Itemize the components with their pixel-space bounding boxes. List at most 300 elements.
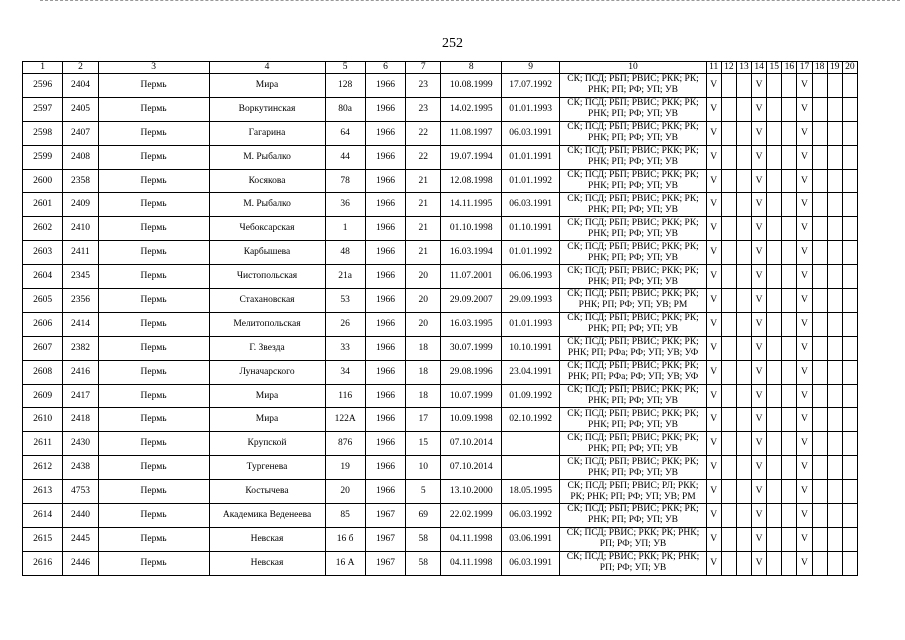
works-list-cell: СК; ПСД; РБП; РВИС; РКК; РК; РНК; РП; РФ; УП; УВ — [560, 97, 706, 121]
street-cell: Мелитопольская — [209, 312, 325, 336]
house-number-cell: 36 — [325, 193, 365, 217]
row-number-cell: 2604 — [23, 265, 63, 289]
table-row — [23, 217, 858, 241]
street-cell: Карбышева — [209, 241, 325, 265]
mark-cell-col18 — [812, 551, 827, 575]
build-year-cell: 1966 — [365, 74, 405, 98]
mark-cell-col20 — [842, 504, 857, 528]
mark-cell-col16 — [782, 265, 797, 289]
value-cell: 21 — [406, 193, 441, 217]
mark-cell-col17: V — [797, 265, 812, 289]
mark-cell-col19 — [827, 360, 842, 384]
build-year-cell: 1966 — [365, 312, 405, 336]
mark-cell-col15 — [767, 527, 782, 551]
mark-cell-col15 — [767, 336, 782, 360]
mark-cell-col17: V — [797, 289, 812, 313]
record-id-cell: 2445 — [63, 527, 98, 551]
mark-cell-col11: V — [706, 193, 721, 217]
works-list-cell: СК; ПСД; РВИС; РКК; РК; РНК; РП; РФ; УП; УВ — [560, 551, 706, 575]
value-cell: 58 — [406, 551, 441, 575]
mark-cell-col14: V — [752, 74, 767, 98]
mark-cell-col20 — [842, 408, 857, 432]
row-number-cell: 2599 — [23, 145, 63, 169]
row-number-cell: 2608 — [23, 360, 63, 384]
mark-cell-col18 — [812, 336, 827, 360]
date-cell: 01.01.1991 — [501, 145, 559, 169]
works-list-cell: СК; ПСД; РБП; РВИС; РКК; РК; РНК; РП; РФ; УП; УВ — [560, 74, 706, 98]
house-number-cell: 78 — [325, 169, 365, 193]
works-list-cell: СК; ПСД; РБП; РВИС; РКК; РК; РНК; РП; РФ; УП; УВ — [560, 408, 706, 432]
mark-cell-col20 — [842, 456, 857, 480]
mark-cell-col19 — [827, 121, 842, 145]
works-list-cell: СК; ПСД; РБП; РВИС; РКК; РК; РНК; РП; РФ; УП; УВ; РМ — [560, 289, 706, 313]
mark-cell-col14: V — [752, 480, 767, 504]
street-cell: Невская — [209, 527, 325, 551]
mark-cell-col15 — [767, 265, 782, 289]
value-cell: 18 — [406, 384, 441, 408]
record-id-cell: 2430 — [63, 432, 98, 456]
row-number-cell: 2615 — [23, 527, 63, 551]
mark-cell-col15 — [767, 121, 782, 145]
works-list-cell: СК; ПСД; РБП; РВИС; РКК; РК; РНК; РП; РФ; УП; УВ — [560, 432, 706, 456]
mark-cell-col12 — [721, 193, 736, 217]
mark-cell-col16 — [782, 408, 797, 432]
works-list-cell: СК; ПСД; РБП; РВИС; РКК; РК; РНК; РП; РФ; УП; УВ — [560, 504, 706, 528]
city-cell: Пермь — [98, 193, 209, 217]
mark-cell-col17: V — [797, 121, 812, 145]
record-id-cell: 2408 — [63, 145, 98, 169]
street-cell: Крупской — [209, 432, 325, 456]
mark-cell-col13 — [736, 217, 751, 241]
mark-cell-col12 — [721, 97, 736, 121]
works-list-cell: СК; ПСД; РБП; РВИС; РКК; РК; РНК; РП; РФ; УП; УВ — [560, 121, 706, 145]
works-list-cell: СК; ПСД; РВИС; РКК; РК; РНК; РП; РФ; УП; УВ — [560, 527, 706, 551]
mark-cell-col18 — [812, 312, 827, 336]
mark-cell-col15 — [767, 384, 782, 408]
street-cell: М. Рыбалко — [209, 193, 325, 217]
build-year-cell: 1966 — [365, 217, 405, 241]
column-header-5: 5 — [325, 62, 365, 74]
mark-cell-col18 — [812, 504, 827, 528]
table-row — [23, 169, 858, 193]
mark-cell-col11: V — [706, 456, 721, 480]
mark-cell-col17: V — [797, 169, 812, 193]
column-header-17: 17 — [797, 62, 812, 74]
mark-cell-col17: V — [797, 336, 812, 360]
mark-cell-col14: V — [752, 193, 767, 217]
works-list-cell: СК; ПСД; РБП; РВИС; РЛ; РКК; РК; РНК; РП; РФ; УП; УВ; РМ — [560, 480, 706, 504]
mark-cell-col19 — [827, 169, 842, 193]
column-header-20: 20 — [842, 62, 857, 74]
table-row — [23, 97, 858, 121]
date-cell: 03.06.1991 — [501, 527, 559, 551]
row-number-cell: 2607 — [23, 336, 63, 360]
house-number-cell: 128 — [325, 74, 365, 98]
date-cell: 01.01.1992 — [501, 169, 559, 193]
mark-cell-col15 — [767, 145, 782, 169]
mark-cell-col19 — [827, 432, 842, 456]
date-cell: 17.07.1992 — [501, 74, 559, 98]
mark-cell-col15 — [767, 456, 782, 480]
column-header-2: 2 — [63, 62, 98, 74]
mark-cell-col12 — [721, 504, 736, 528]
mark-cell-col17: V — [797, 193, 812, 217]
value-cell: 23 — [406, 97, 441, 121]
mark-cell-col17: V — [797, 432, 812, 456]
mark-cell-col16 — [782, 289, 797, 313]
mark-cell-col16 — [782, 145, 797, 169]
table-row — [23, 432, 858, 456]
mark-cell-col15 — [767, 360, 782, 384]
mark-cell-col11: V — [706, 169, 721, 193]
record-id-cell: 2407 — [63, 121, 98, 145]
mark-cell-col14: V — [752, 456, 767, 480]
date-cell: 29.08.1996 — [441, 360, 502, 384]
column-header-6: 6 — [365, 62, 405, 74]
table-row — [23, 241, 858, 265]
table-row — [23, 384, 858, 408]
mark-cell-col14: V — [752, 384, 767, 408]
street-cell: Невская — [209, 551, 325, 575]
build-year-cell: 1966 — [365, 480, 405, 504]
date-cell: 10.10.1991 — [501, 336, 559, 360]
house-number-cell: 34 — [325, 360, 365, 384]
mark-cell-col15 — [767, 289, 782, 313]
mark-cell-col17: V — [797, 145, 812, 169]
street-cell: Костычева — [209, 480, 325, 504]
table-row — [23, 289, 858, 313]
mark-cell-col18 — [812, 169, 827, 193]
mark-cell-col15 — [767, 169, 782, 193]
city-cell: Пермь — [98, 551, 209, 575]
date-cell: 06.03.1991 — [501, 121, 559, 145]
mark-cell-col20 — [842, 193, 857, 217]
mark-cell-col20 — [842, 336, 857, 360]
column-header-1: 1 — [23, 62, 63, 74]
date-cell: 07.10.2014 — [441, 456, 502, 480]
value-cell: 69 — [406, 504, 441, 528]
mark-cell-col19 — [827, 145, 842, 169]
mark-cell-col19 — [827, 551, 842, 575]
row-number-cell: 2605 — [23, 289, 63, 313]
street-cell: Г. Звезда — [209, 336, 325, 360]
mark-cell-col19 — [827, 241, 842, 265]
mark-cell-col15 — [767, 97, 782, 121]
house-number-cell: 33 — [325, 336, 365, 360]
mark-cell-col20 — [842, 289, 857, 313]
value-cell: 20 — [406, 265, 441, 289]
table-row — [23, 456, 858, 480]
city-cell: Пермь — [98, 97, 209, 121]
mark-cell-col11: V — [706, 97, 721, 121]
mark-cell-col17: V — [797, 480, 812, 504]
mark-cell-col13 — [736, 265, 751, 289]
mark-cell-col17: V — [797, 408, 812, 432]
date-cell: 10.08.1999 — [441, 74, 502, 98]
house-number-cell: 20 — [325, 480, 365, 504]
date-cell: 10.09.1998 — [441, 408, 502, 432]
works-list-cell: СК; ПСД; РБП; РВИС; РКК; РК; РНК; РП; РФ; УП; УВ — [560, 312, 706, 336]
mark-cell-col11: V — [706, 121, 721, 145]
column-header-15: 15 — [767, 62, 782, 74]
mark-cell-col18 — [812, 527, 827, 551]
mark-cell-col12 — [721, 432, 736, 456]
column-header-19: 19 — [827, 62, 842, 74]
city-cell: Пермь — [98, 360, 209, 384]
record-id-cell: 2417 — [63, 384, 98, 408]
mark-cell-col13 — [736, 121, 751, 145]
house-number-cell: 26 — [325, 312, 365, 336]
housing-register-table — [22, 61, 858, 576]
mark-cell-col13 — [736, 408, 751, 432]
house-number-cell: 16 А — [325, 551, 365, 575]
mark-cell-col13 — [736, 145, 751, 169]
date-cell: 04.11.1998 — [441, 551, 502, 575]
record-id-cell: 2356 — [63, 289, 98, 313]
date-cell: 04.11.1998 — [441, 527, 502, 551]
mark-cell-col11: V — [706, 241, 721, 265]
mark-cell-col16 — [782, 456, 797, 480]
record-id-cell: 2410 — [63, 217, 98, 241]
table-row — [23, 145, 858, 169]
date-cell — [501, 432, 559, 456]
mark-cell-col18 — [812, 289, 827, 313]
mark-cell-col14: V — [752, 217, 767, 241]
mark-cell-col17: V — [797, 241, 812, 265]
city-cell: Пермь — [98, 384, 209, 408]
street-cell: Косякова — [209, 169, 325, 193]
row-number-cell: 2603 — [23, 241, 63, 265]
mark-cell-col13 — [736, 551, 751, 575]
mark-cell-col11: V — [706, 551, 721, 575]
works-list-cell: СК; ПСД; РБП; РВИС; РКК; РК; РНК; РП; РФ; УП; УВ — [560, 456, 706, 480]
mark-cell-col19 — [827, 384, 842, 408]
mark-cell-col16 — [782, 312, 797, 336]
date-cell: 29.09.2007 — [441, 289, 502, 313]
column-header-8: 8 — [441, 62, 502, 74]
row-number-cell: 2609 — [23, 384, 63, 408]
table-row — [23, 480, 858, 504]
row-number-cell: 2614 — [23, 504, 63, 528]
mark-cell-col20 — [842, 527, 857, 551]
mark-cell-col19 — [827, 74, 842, 98]
record-id-cell: 2358 — [63, 169, 98, 193]
row-number-cell: 2602 — [23, 217, 63, 241]
street-cell: Стахановская — [209, 289, 325, 313]
mark-cell-col11: V — [706, 408, 721, 432]
column-header-16: 16 — [782, 62, 797, 74]
mark-cell-col18 — [812, 384, 827, 408]
date-cell: 11.08.1997 — [441, 121, 502, 145]
mark-cell-col19 — [827, 217, 842, 241]
build-year-cell: 1966 — [365, 241, 405, 265]
date-cell: 01.10.1991 — [501, 217, 559, 241]
works-list-cell: СК; ПСД; РБП; РВИС; РКК; РК; РНК; РП; РФ; УП; УВ — [560, 384, 706, 408]
mark-cell-col11: V — [706, 336, 721, 360]
mark-cell-col14: V — [752, 360, 767, 384]
mark-cell-col14: V — [752, 336, 767, 360]
house-number-cell: 21а — [325, 265, 365, 289]
mark-cell-col13 — [736, 456, 751, 480]
mark-cell-col11: V — [706, 527, 721, 551]
mark-cell-col20 — [842, 169, 857, 193]
street-cell: Воркутинская — [209, 97, 325, 121]
mark-cell-col12 — [721, 360, 736, 384]
page-number: 252 — [442, 36, 463, 51]
mark-cell-col13 — [736, 527, 751, 551]
house-number-cell: 48 — [325, 241, 365, 265]
mark-cell-col12 — [721, 145, 736, 169]
city-cell: Пермь — [98, 217, 209, 241]
mark-cell-col20 — [842, 241, 857, 265]
value-cell: 15 — [406, 432, 441, 456]
value-cell: 20 — [406, 289, 441, 313]
build-year-cell: 1967 — [365, 551, 405, 575]
record-id-cell: 2405 — [63, 97, 98, 121]
mark-cell-col17: V — [797, 360, 812, 384]
mark-cell-col12 — [721, 456, 736, 480]
mark-cell-col12 — [721, 265, 736, 289]
mark-cell-col18 — [812, 74, 827, 98]
mark-cell-col19 — [827, 336, 842, 360]
mark-cell-col16 — [782, 504, 797, 528]
record-id-cell: 2345 — [63, 265, 98, 289]
mark-cell-col11: V — [706, 145, 721, 169]
mark-cell-col18 — [812, 360, 827, 384]
mark-cell-col14: V — [752, 145, 767, 169]
mark-cell-col14: V — [752, 97, 767, 121]
build-year-cell: 1966 — [365, 336, 405, 360]
mark-cell-col14: V — [752, 121, 767, 145]
mark-cell-col19 — [827, 312, 842, 336]
street-cell: Чебоксарская — [209, 217, 325, 241]
date-cell: 07.10.2014 — [441, 432, 502, 456]
date-cell: 16.03.1995 — [441, 312, 502, 336]
mark-cell-col19 — [827, 408, 842, 432]
mark-cell-col16 — [782, 336, 797, 360]
date-cell: 29.09.1993 — [501, 289, 559, 313]
mark-cell-col14: V — [752, 504, 767, 528]
mark-cell-col13 — [736, 480, 751, 504]
mark-cell-col18 — [812, 145, 827, 169]
mark-cell-col12 — [721, 408, 736, 432]
mark-cell-col15 — [767, 551, 782, 575]
mark-cell-col14: V — [752, 432, 767, 456]
date-cell: 06.03.1992 — [501, 504, 559, 528]
mark-cell-col19 — [827, 480, 842, 504]
mark-cell-col12 — [721, 384, 736, 408]
date-cell — [501, 456, 559, 480]
mark-cell-col18 — [812, 121, 827, 145]
mark-cell-col16 — [782, 432, 797, 456]
city-cell: Пермь — [98, 121, 209, 145]
record-id-cell: 2404 — [63, 74, 98, 98]
value-cell: 18 — [406, 336, 441, 360]
mark-cell-col18 — [812, 241, 827, 265]
mark-cell-col19 — [827, 97, 842, 121]
city-cell: Пермь — [98, 432, 209, 456]
mark-cell-col20 — [842, 217, 857, 241]
value-cell: 18 — [406, 360, 441, 384]
mark-cell-col15 — [767, 408, 782, 432]
mark-cell-col14: V — [752, 265, 767, 289]
house-number-cell: 16 б — [325, 527, 365, 551]
city-cell: Пермь — [98, 336, 209, 360]
date-cell: 19.07.1994 — [441, 145, 502, 169]
city-cell: Пермь — [98, 145, 209, 169]
value-cell: 21 — [406, 169, 441, 193]
table-body — [23, 74, 858, 576]
mark-cell-col18 — [812, 97, 827, 121]
city-cell: Пермь — [98, 527, 209, 551]
mark-cell-col12 — [721, 527, 736, 551]
date-cell: 13.10.2000 — [441, 480, 502, 504]
table-row — [23, 504, 858, 528]
mark-cell-col13 — [736, 193, 751, 217]
mark-cell-col20 — [842, 265, 857, 289]
street-cell: М. Рыбалко — [209, 145, 325, 169]
build-year-cell: 1966 — [365, 145, 405, 169]
mark-cell-col13 — [736, 74, 751, 98]
mark-cell-col14: V — [752, 408, 767, 432]
city-cell: Пермь — [98, 480, 209, 504]
house-number-cell: 19 — [325, 456, 365, 480]
mark-cell-col20 — [842, 384, 857, 408]
mark-cell-col12 — [721, 169, 736, 193]
row-number-cell: 2597 — [23, 97, 63, 121]
mark-cell-col11: V — [706, 384, 721, 408]
table-row — [23, 360, 858, 384]
mark-cell-col14: V — [752, 289, 767, 313]
table-row — [23, 193, 858, 217]
row-number-cell: 2596 — [23, 74, 63, 98]
mark-cell-col11: V — [706, 312, 721, 336]
street-cell: Мира — [209, 408, 325, 432]
column-header-18: 18 — [812, 62, 827, 74]
value-cell: 21 — [406, 241, 441, 265]
city-cell: Пермь — [98, 265, 209, 289]
mark-cell-col18 — [812, 217, 827, 241]
mark-cell-col17: V — [797, 97, 812, 121]
mark-cell-col11: V — [706, 289, 721, 313]
house-number-cell: 85 — [325, 504, 365, 528]
value-cell: 22 — [406, 121, 441, 145]
record-id-cell: 2446 — [63, 551, 98, 575]
works-list-cell: СК; ПСД; РБП; РВИС; РКК; РК; РНК; РП; РФ; УП; УВ — [560, 169, 706, 193]
row-number-cell: 2616 — [23, 551, 63, 575]
mark-cell-col17: V — [797, 504, 812, 528]
row-number-cell: 2600 — [23, 169, 63, 193]
house-number-cell: 44 — [325, 145, 365, 169]
mark-cell-col19 — [827, 456, 842, 480]
mark-cell-col16 — [782, 121, 797, 145]
city-cell: Пермь — [98, 241, 209, 265]
mark-cell-col20 — [842, 145, 857, 169]
mark-cell-col14: V — [752, 312, 767, 336]
mark-cell-col18 — [812, 265, 827, 289]
build-year-cell: 1966 — [365, 169, 405, 193]
mark-cell-col18 — [812, 432, 827, 456]
date-cell: 02.10.1992 — [501, 408, 559, 432]
city-cell: Пермь — [98, 504, 209, 528]
mark-cell-col12 — [721, 289, 736, 313]
mark-cell-col12 — [721, 74, 736, 98]
value-cell: 58 — [406, 527, 441, 551]
street-cell: Луначарского — [209, 360, 325, 384]
table-row — [23, 312, 858, 336]
mark-cell-col16 — [782, 360, 797, 384]
value-cell: 22 — [406, 145, 441, 169]
